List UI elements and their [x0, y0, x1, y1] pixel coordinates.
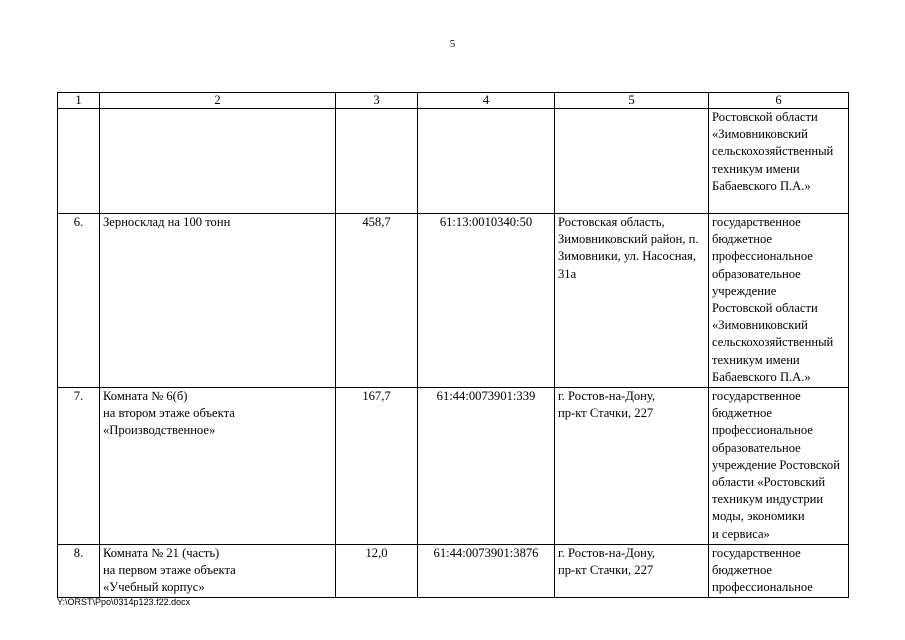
cadastral-number-cell: [418, 109, 555, 214]
address-cell: г. Ростов-на-Дону, пр-кт Стачки, 227: [555, 388, 709, 545]
object-name-cell: Комната № 6(б) на втором этаже объекта «Производственное»: [100, 388, 336, 545]
area-cell: 167,7: [336, 388, 418, 545]
header-cell: 6: [709, 93, 849, 109]
header-cell: 1: [58, 93, 100, 109]
address-cell: Ростовская область, Зимовниковский район, п. Зимовники, ул. Насосная, 31а: [555, 214, 709, 388]
property-table: [57, 92, 849, 598]
area-cell: 12,0: [336, 545, 418, 598]
cadastral-number-cell: 61:44:0073901:339: [418, 388, 555, 545]
row-number-cell: [58, 109, 100, 214]
header-cell: 2: [100, 93, 336, 109]
holder-cell: государственное бюджетное профессиональное образовательное учреждение Ростовской области «Ростовский техникум индустрии моды, экономики и сервиса»: [709, 388, 849, 545]
header-cell: 4: [418, 93, 555, 109]
header-cell: 3: [336, 93, 418, 109]
table-row: [58, 109, 849, 214]
area-cell: 458,7: [336, 214, 418, 388]
header-cell: 5: [555, 93, 709, 109]
row-number-cell: 6.: [58, 214, 100, 388]
address-cell: [555, 109, 709, 214]
object-name-cell: Комната № 21 (часть) на первом этаже объекта «Учебный корпус»: [100, 545, 336, 598]
table-row: [58, 388, 849, 545]
document-file-path: Y:\ORST\Ppo\0314p123.f22.docx: [57, 597, 191, 607]
cadastral-number-cell: 61:13:0010340:50: [418, 214, 555, 388]
object-name-cell: [100, 109, 336, 214]
holder-cell: Ростовской области «Зимовниковский сельскохозяйственный техникум имени Бабаевского П.А.»: [709, 109, 849, 214]
area-cell: [336, 109, 418, 214]
table-header-row: [58, 93, 849, 109]
row-number-cell: 8.: [58, 545, 100, 598]
address-cell: г. Ростов-на-Дону, пр-кт Стачки, 227: [555, 545, 709, 598]
table-row: [58, 545, 849, 598]
object-name-cell: Зерносклад на 100 тонн: [100, 214, 336, 388]
holder-cell: государственное бюджетное профессиональное образовательное учреждение Ростовской области «Зимовниковский сельскохозяйственный техникум имени Бабаевского П.А.»: [709, 214, 849, 388]
page-number: 5: [449, 38, 456, 50]
cadastral-number-cell: 61:44:0073901:3876: [418, 545, 555, 598]
row-number-cell: 7.: [58, 388, 100, 545]
holder-cell: государственное бюджетное профессиональное: [709, 545, 849, 598]
table-row: [58, 214, 849, 388]
